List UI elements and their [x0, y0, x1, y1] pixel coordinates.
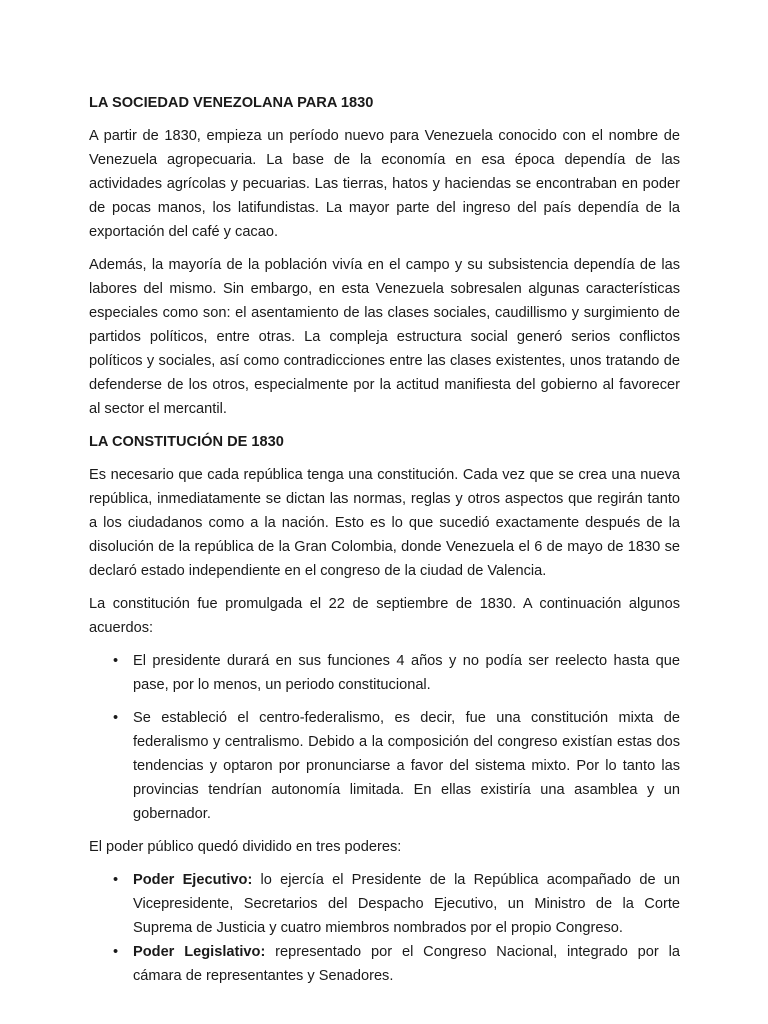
section-heading-constitucion: LA CONSTITUCIÓN DE 1830 — [89, 434, 284, 450]
paragraph: Además, la mayoría de la población vivía en el campo y su subsistencia dependía de las labores del mismo. Sin embargo, en esta Venezuela sobresalen algunas características especiales como son: el asentamiento de las clases sociales, caudillismo y surgimiento de partidos políticos, entre otras. La compleja estructura social generó serios conflictos políticos y sociales, así como contradicciones entre las clases existentes, unos tratando de defenderse de los otros, especialmente por la actitud manifiesta del gobierno al favorecer al sector el mercantil. — [89, 257, 680, 417]
list-item-text: Se estableció el centro-federalismo, es decir, fue una constitución mixta de federalismo y centralismo. Debido a la composición del congreso existían estas dos tendencias y optaron por pronunciarse a favor del sistema mixto. Por lo tanto las provincias tendrían autonomía limitada. En ellas existiría una asamblea y un gobernador. — [133, 710, 680, 822]
list-item — [89, 649, 680, 697]
document-page — [89, 91, 680, 997]
bullet-icon: • — [113, 872, 119, 888]
list-item-text: El presidente durará en sus funciones 4 años y no podía ser reelecto hasta que pase, por lo menos, un periodo constitucional. — [133, 653, 680, 693]
list-item — [89, 868, 680, 940]
power-text: lo ejercía el Presidente de la República acompañado de un Vicepresidente, Secretarios del Despacho Ejecutivo, un Ministro de la Corte Suprema de Justicia y cuatro miembros nombrados por el propio Congreso. — [133, 872, 680, 936]
power-text: representado por el Congreso Nacional, integrado por la cámara de representantes y Senadores. — [133, 944, 680, 984]
bullet-icon: • — [113, 710, 119, 726]
paragraph: Es necesario que cada república tenga una constitución. Cada vez que se crea una nueva república, inmediatamente se dictan las normas, reglas y otros aspectos que regirán tanto a los ciudadanos como a la nación. Esto es lo que sucedió exactamente después de la disolución de la república de la Gran Colombia, donde Venezuela el 6 de mayo de 1830 se declaró estado independiente en el congreso de la ciudad de Valencia. — [89, 467, 680, 579]
paragraph: La constitución fue promulgada el 22 de septiembre de 1830. A continuación algunos acuerdos: — [89, 596, 680, 636]
power-label: Poder Legislativo: — [133, 944, 266, 960]
list-item — [89, 706, 680, 826]
agreements-list — [89, 649, 680, 826]
bullet-icon: • — [113, 653, 119, 669]
power-label: Poder Ejecutivo: — [133, 872, 253, 888]
powers-list — [89, 868, 680, 988]
paragraph: A partir de 1830, empieza un período nuevo para Venezuela conocido con el nombre de Venezuela agropecuaria. La base de la economía en esa época dependía de las actividades agrícolas y pecuarias. Las tierras, hatos y haciendas se encontraban en poder de pocas manos, los latifundistas. La mayor parte del ingreso del país dependía de la exportación del café y cacao. — [89, 128, 680, 240]
section-heading-sociedad: LA SOCIEDAD VENEZOLANA PARA 1830 — [89, 95, 374, 111]
bullet-icon: • — [113, 944, 119, 960]
list-item — [89, 940, 680, 988]
paragraph: El poder público quedó dividido en tres poderes: — [89, 839, 402, 855]
